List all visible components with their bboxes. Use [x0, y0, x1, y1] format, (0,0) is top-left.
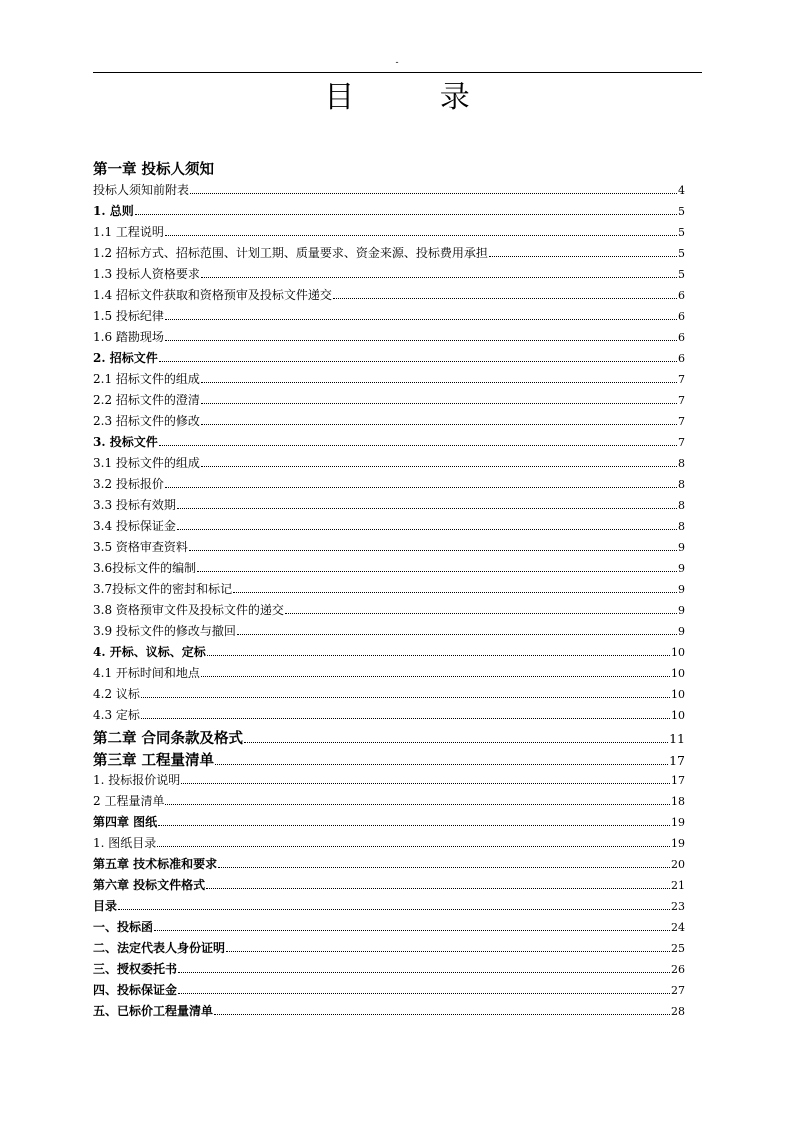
toc-entry-page: 19: [671, 837, 685, 850]
toc-entry[interactable]: [93, 538, 685, 559]
toc-dot-leader: [226, 951, 670, 952]
toc-entry[interactable]: [93, 622, 685, 643]
toc-entry[interactable]: [93, 496, 685, 517]
toc-entry[interactable]: [93, 517, 685, 538]
toc-entry-page: 6: [678, 289, 685, 302]
toc-dot-leader: [233, 592, 677, 593]
toc-dot-leader: [157, 846, 670, 847]
toc-entry[interactable]: [93, 855, 685, 876]
toc-dot-leader: [165, 487, 677, 488]
toc-entry-label: 3. 投标文件: [93, 435, 158, 449]
toc-entry-label: 3.3 投标有效期: [93, 498, 176, 512]
toc-entry-label: 3.2 投标报价: [93, 477, 164, 491]
toc-entry-page: 19: [671, 816, 685, 829]
toc-entry[interactable]: [93, 792, 685, 813]
toc-dot-leader: [178, 993, 670, 994]
toc-entry-label: 1.6 踏勘现场: [93, 330, 164, 344]
toc-entry-page: 4: [678, 184, 685, 197]
toc-entry[interactable]: [93, 475, 685, 496]
toc-entry-page: 8: [678, 457, 685, 470]
toc-entry-page: 7: [678, 394, 685, 407]
toc-dot-leader: [159, 361, 677, 362]
toc-entry-page: 11: [669, 731, 685, 746]
toc-dot-leader: [177, 508, 677, 509]
toc-entry-page: 5: [678, 268, 685, 281]
toc-entry-label: 1.1 工程说明: [93, 225, 164, 239]
toc-dot-leader: [333, 298, 677, 299]
toc-entry[interactable]: [93, 685, 685, 706]
toc-dot-leader: [201, 466, 677, 467]
toc-entry[interactable]: [93, 876, 685, 897]
toc-dot-leader: [201, 676, 670, 677]
toc-entry-label: 投标人须知前附表: [93, 183, 190, 197]
toc-entry-page: 18: [671, 795, 685, 808]
toc-entry[interactable]: [93, 391, 685, 412]
toc-entry-label: 1. 投标报价说明: [93, 773, 181, 787]
toc-entry[interactable]: [93, 454, 685, 475]
toc-dot-leader: [285, 613, 677, 614]
toc-entry[interactable]: [93, 897, 685, 918]
toc-entry-label: 1.3 投标人资格要求: [93, 267, 200, 281]
toc-entry-label: 3.5 资格审查资料: [93, 540, 188, 554]
toc-entry[interactable]: [93, 706, 685, 727]
toc-entry-label: 1.4 招标文件获取和资格预审及投标文件递交: [93, 288, 332, 302]
toc-entry-label: 3.8 资格预审文件及投标文件的递交: [93, 603, 284, 617]
toc-entry-page: 6: [678, 310, 685, 323]
toc-entry-page: 26: [671, 963, 685, 976]
toc-dot-leader: [165, 235, 677, 236]
toc-entry-page: 9: [678, 583, 685, 596]
toc-dot-leader: [141, 697, 670, 698]
toc-entry-label: 第四章 图纸: [93, 815, 158, 829]
toc-dot-leader: [118, 909, 670, 910]
toc-entry[interactable]: [93, 813, 685, 834]
toc-entry-page: 8: [678, 478, 685, 491]
toc-entry[interactable]: [93, 223, 685, 244]
toc-entry-page: 5: [678, 247, 685, 260]
toc-dot-leader: [244, 742, 668, 743]
toc-entry[interactable]: [93, 918, 685, 939]
toc-entry-page: 6: [678, 331, 685, 344]
toc-dot-leader: [197, 571, 677, 572]
toc-dot-leader: [154, 930, 670, 931]
toc-dot-leader: [158, 825, 670, 826]
toc-entry-label: 目录: [93, 899, 118, 913]
toc-entry-page: 6: [678, 352, 685, 365]
toc-entry-page: 17: [669, 753, 685, 768]
toc-entry-label: 五、已标价工程量清单: [93, 1004, 214, 1018]
toc-entry-page: 17: [671, 774, 685, 787]
toc-dot-leader: [189, 550, 677, 551]
toc-entry[interactable]: [93, 749, 685, 771]
toc-entry[interactable]: [93, 960, 685, 981]
toc-entry-label: 4. 开标、议标、定标: [93, 645, 206, 659]
toc-entry-label: 1. 图纸目录: [93, 836, 157, 850]
toc-entry-page: 7: [678, 373, 685, 386]
toc-entry[interactable]: [93, 286, 685, 307]
toc-entry-page: 21: [671, 879, 685, 892]
toc-entry-page: 27: [671, 984, 685, 997]
toc-entry-page: 5: [678, 226, 685, 239]
toc-entry-label: 2. 招标文件: [93, 351, 158, 365]
toc-entry-page: 5: [678, 205, 685, 218]
page-title: 目 录: [324, 80, 508, 115]
toc-entry-page: 8: [678, 499, 685, 512]
toc-dot-leader: [177, 529, 677, 530]
toc-entry-page: 10: [671, 709, 685, 722]
toc-entry-label: 第二章 合同条款及格式: [93, 730, 244, 747]
toc-entry[interactable]: [93, 244, 685, 265]
toc-entry-page: 23: [671, 900, 685, 913]
toc-entry-label: 3.6投标文件的编制: [93, 561, 197, 575]
toc-entry[interactable]: [93, 664, 685, 685]
toc-entry-label: 第六章 投标文件格式: [93, 878, 206, 892]
toc-entry[interactable]: [93, 981, 685, 1002]
toc-entry-page: 7: [678, 415, 685, 428]
toc-entry[interactable]: [93, 370, 685, 391]
toc-entry-page: 8: [678, 520, 685, 533]
toc-dot-leader: [218, 867, 670, 868]
toc-entry-label: 2.3 招标文件的修改: [93, 414, 200, 428]
toc-entry-label: 4.1 开标时间和地点: [93, 666, 200, 680]
toc-entry[interactable]: [93, 939, 685, 960]
header-rule: [93, 72, 702, 73]
toc-entry-label: 2 工程量清单: [93, 794, 165, 808]
toc-entry-label: 1. 总则: [93, 204, 134, 218]
toc-entry[interactable]: [93, 771, 685, 792]
toc-entry[interactable]: [93, 307, 685, 328]
toc-dot-leader: [165, 340, 677, 341]
toc-entry-page: 9: [678, 604, 685, 617]
toc-dot-leader: [159, 445, 677, 446]
toc-dot-leader: [201, 277, 677, 278]
header-mark: -: [395, 58, 399, 68]
toc-entry-label: 3.4 投标保证金: [93, 519, 176, 533]
toc-entry-page: 9: [678, 541, 685, 554]
toc-entry-page: 10: [671, 688, 685, 701]
toc-entry-label: 1.2 招标方式、招标范围、计划工期、质量要求、资金来源、投标费用承担: [93, 246, 488, 260]
toc-entry[interactable]: [93, 727, 685, 749]
toc-entry-label: 第一章 投标人须知: [93, 161, 215, 178]
toc-entry[interactable]: [93, 1002, 685, 1023]
toc-entry-label: 3.7投标文件的密封和标记: [93, 582, 233, 596]
toc-dot-leader: [206, 888, 670, 889]
toc-entry-label: 3.1 投标文件的组成: [93, 456, 200, 470]
toc-dot-leader: [178, 972, 670, 973]
toc-entry-page: 7: [678, 436, 685, 449]
toc-entry-page: 28: [671, 1005, 685, 1018]
toc-entry-label: 三、授权委托书: [93, 962, 178, 976]
toc-entry-label: 2.1 招标文件的组成: [93, 372, 200, 386]
toc-entry-label: 第三章 工程量清单: [93, 752, 215, 769]
toc-entry-page: 20: [671, 858, 685, 871]
toc-entry[interactable]: [93, 181, 685, 202]
toc-entry-label: 一、投标函: [93, 920, 154, 934]
toc-entry-page: 9: [678, 562, 685, 575]
toc-entry-label: 第五章 技术标准和要求: [93, 857, 218, 871]
toc-entry-page: 24: [671, 921, 685, 934]
toc-dot-leader: [165, 319, 677, 320]
toc-dot-leader: [165, 804, 670, 805]
toc-entry-label: 4.2 议标: [93, 687, 140, 701]
toc-entry-page: 9: [678, 625, 685, 638]
toc-entry[interactable]: [93, 265, 685, 286]
toc-entry-label: 1.5 投标纪律: [93, 309, 164, 323]
toc-entry[interactable]: [93, 433, 685, 454]
toc-entry[interactable]: [93, 328, 685, 349]
toc-entry[interactable]: [93, 559, 685, 580]
toc-entry-page: 10: [671, 667, 685, 680]
table-of-contents: [93, 158, 685, 1023]
toc-dot-leader: [214, 1014, 670, 1015]
toc-dot-leader: [201, 403, 677, 404]
toc-entry-page: 25: [671, 942, 685, 955]
toc-dot-leader: [215, 764, 668, 765]
toc-entry-label: 4.3 定标: [93, 708, 140, 722]
toc-dot-leader: [201, 382, 677, 383]
toc-entry-label: 3.9 投标文件的修改与撤回: [93, 624, 236, 638]
toc-dot-leader: [237, 634, 677, 635]
toc-entry[interactable]: [93, 349, 685, 370]
toc-entry[interactable]: [93, 580, 685, 601]
toc-entry-label: 四、投标保证金: [93, 983, 178, 997]
toc-dot-leader: [207, 655, 670, 656]
toc-entry[interactable]: [93, 834, 685, 855]
toc-entry-label: 二、法定代表人身份证明: [93, 941, 226, 955]
toc-entry[interactable]: [93, 601, 685, 622]
toc-entry-page: 10: [671, 646, 685, 659]
toc-entry-label: 2.2 招标文件的澄清: [93, 393, 200, 407]
toc-entry[interactable]: [93, 158, 685, 181]
toc-dot-leader: [201, 424, 677, 425]
toc-entry[interactable]: [93, 202, 685, 223]
toc-dot-leader: [489, 256, 677, 257]
toc-dot-leader: [190, 193, 677, 194]
toc-dot-leader: [181, 783, 670, 784]
toc-dot-leader: [135, 214, 677, 215]
toc-entry[interactable]: [93, 412, 685, 433]
toc-entry[interactable]: [93, 643, 685, 664]
toc-dot-leader: [141, 718, 670, 719]
